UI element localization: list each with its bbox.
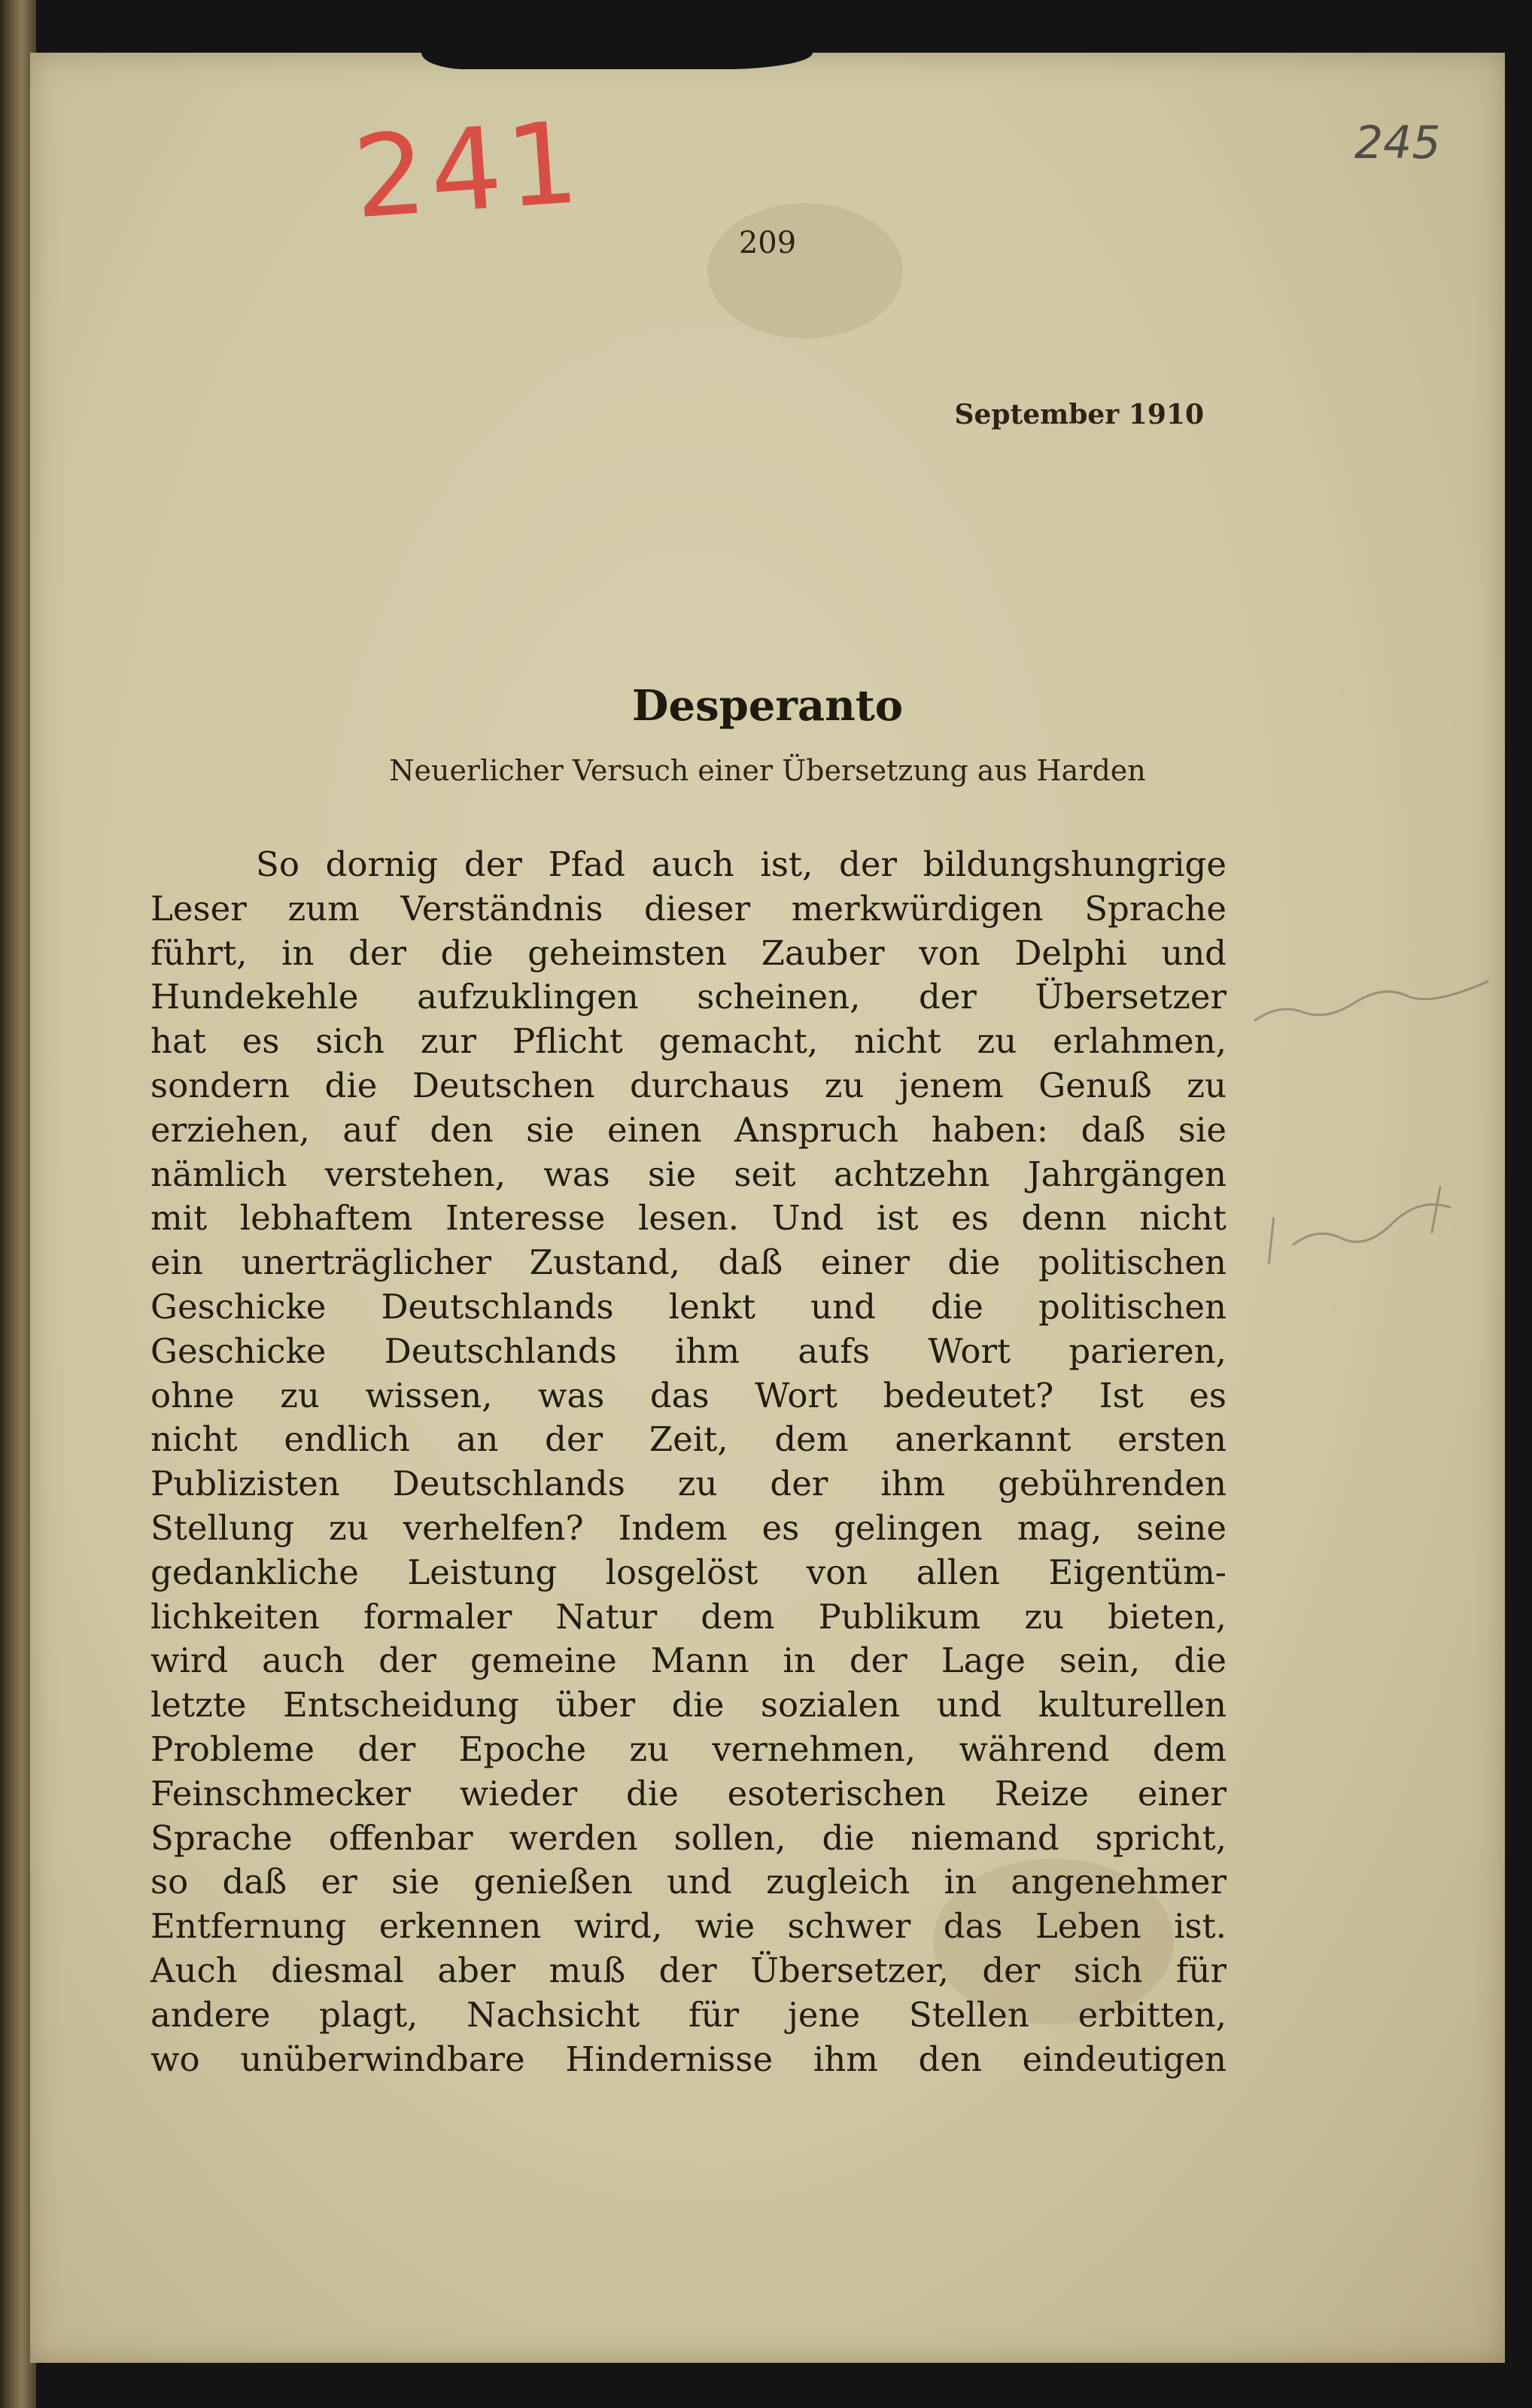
- article-title: Desperanto: [631, 681, 904, 731]
- text-line: hat es sich zur Pflicht gemacht, nicht zu erlahmen,: [150, 1021, 1227, 1062]
- archive-number-pencil: 245: [1354, 117, 1441, 169]
- article-body: [150, 843, 1227, 2081]
- text-line: erziehen, auf den sie einen Anspruch haben: daß sie: [150, 1109, 1227, 1150]
- text-line: Auch diesmal aber muß der Übersetzer, der sich für: [150, 1950, 1227, 1990]
- text-line: Publizisten Deutschlands zu der ihm gebührenden: [150, 1464, 1227, 1504]
- text-line: Geschicke Deutschlands ihm aufs Wort parieren,: [150, 1330, 1227, 1371]
- text-line: sondern die Deutschen durchaus zu jenem Genuß zu: [150, 1065, 1227, 1105]
- paper-stain: [707, 203, 903, 339]
- text-line: Stellung zu verhelfen? Indem es gelingen mag, seine: [150, 1507, 1227, 1548]
- text-line: führt, in der die geheimsten Zauber von Delphi und: [150, 932, 1227, 973]
- text-line: So dornig der Pfad auch ist, der bildungshungrige: [256, 844, 1227, 884]
- text-line: nicht endlich an der Zeit, dem anerkannt ersten: [150, 1419, 1227, 1460]
- text-line: letzte Entscheidung über die sozialen und kulturellen: [150, 1685, 1227, 1725]
- text-line: gedankliche Leistung losgelöst von allen Eigentüm-: [150, 1552, 1227, 1592]
- torn-page-edge: [421, 53, 813, 69]
- text-line: so daß er sie genießen und zugleich in angenehmer: [150, 1862, 1227, 1902]
- text-line: mit lebhaftem Interesse lesen. Und ist es denn nicht: [150, 1198, 1227, 1239]
- text-line: lichkeiten formaler Natur dem Publikum zu bieten,: [150, 1596, 1227, 1637]
- text-line: wo unüberwindbare Hindernisse ihm den eindeutigen: [150, 2039, 1227, 2079]
- text-line: nämlich verstehen, was sie seit achtzehn Jahrgängen: [150, 1154, 1227, 1194]
- text-line: andere plagt, Nachsicht für jene Stellen erbitten,: [150, 1994, 1227, 2035]
- text-line: Probleme der Epoche zu vernehmen, während dem: [150, 1728, 1227, 1769]
- text-line: Geschicke Deutschlands lenkt und die politischen: [150, 1286, 1227, 1327]
- text-line: Feinschmecker wieder die esoterischen Reize einer: [150, 1773, 1227, 1814]
- page-number: 209: [738, 226, 797, 260]
- text-line: ein unerträglicher Zustand, daß einer die politischen: [150, 1242, 1227, 1283]
- text-line: Entfernung erkennen wird, wie schwer das Leben ist.: [150, 1906, 1227, 1947]
- text-line: ohne zu wissen, was das Wort bedeutet? Ist es: [150, 1375, 1227, 1415]
- archive-number-red: 241: [349, 97, 588, 245]
- article-subtitle: Neuerlicher Versuch einer Übersetzung aus Harden: [389, 754, 1146, 787]
- text-line: Hundekehle aufzuklingen scheinen, der Übersetzer: [150, 977, 1227, 1017]
- text-line: Leser zum Verständnis dieser merkwürdigen Sprache: [150, 888, 1227, 929]
- text-line: wird auch der gemeine Mann in der Lage sein, die: [150, 1640, 1227, 1681]
- text-line: Sprache offenbar werden sollen, die niemand spricht,: [150, 1817, 1227, 1858]
- issue-date: September 1910: [954, 399, 1204, 430]
